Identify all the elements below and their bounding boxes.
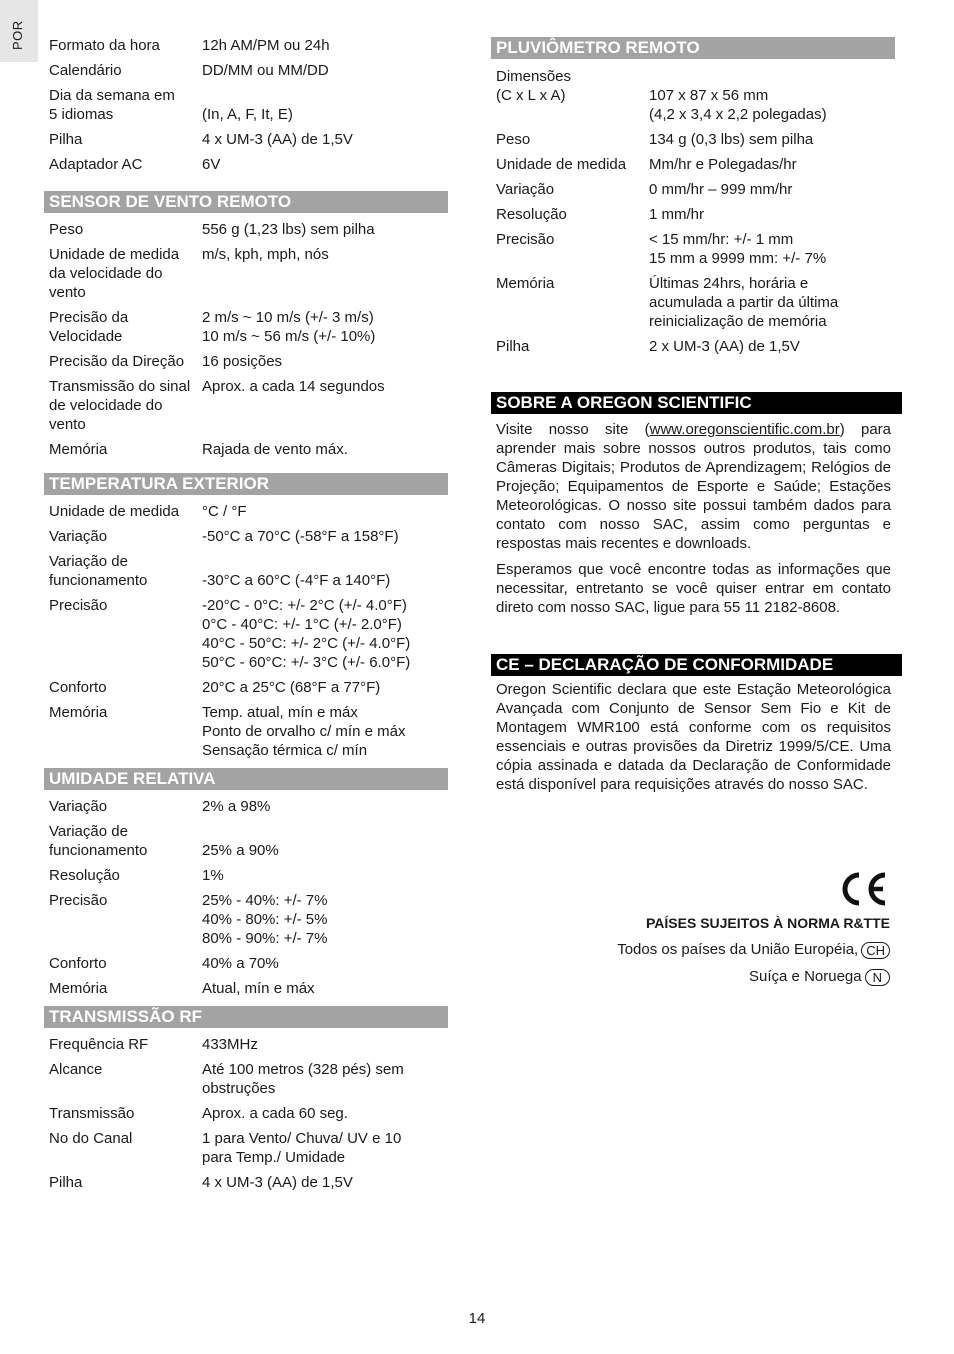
spec-value: 40% a 70% (202, 955, 279, 972)
spec-value: 25% - 40%: +/- 7% 40% - 80%: +/- 5% 80% - 90%: +/- 7% (202, 892, 328, 947)
spec-value: DD/MM ou MM/DD (202, 62, 329, 79)
wind-sensor-specs (44, 220, 448, 459)
spec-label: Conforto (49, 679, 107, 696)
spec-row (44, 703, 448, 760)
spec-row (44, 61, 448, 80)
spec-label: Memória (49, 704, 108, 721)
spec-row (44, 1060, 448, 1098)
about-text-end: ) para aprender mais sobre nossos outros produtos, tais como Câmeras Digitais; Produtos de Aprendizagem; Relógios de Projeção; Equipamentos de Esporte e Saúde; Estações Meteorológicas. O nosso site possui também dados para contato com nosso SAC, assim como perguntas e respostas mais recentes e downloads. (496, 421, 892, 552)
spec-row (491, 180, 902, 199)
spec-value: Aprox. a cada 14 segundos (202, 378, 385, 395)
spec-value: Até 100 metros (328 pés) sem obstruções (202, 1061, 404, 1097)
spec-row (44, 891, 448, 948)
spec-label: Precisão (49, 597, 108, 614)
spec-label: Memória (49, 441, 108, 458)
spec-row (491, 274, 902, 331)
spec-label: Variação (49, 528, 108, 545)
spec-value: °C / °F (202, 503, 247, 520)
spec-label: Calendário (49, 62, 122, 79)
spec-row (44, 155, 448, 174)
spec-row (44, 352, 448, 371)
spec-label: Pilha (49, 1174, 83, 1191)
spec-value: 4 x UM-3 (AA) de 1,5V (202, 131, 353, 148)
outdoor-temperature-specs (44, 502, 448, 760)
spec-row (44, 596, 448, 672)
spec-value: 134 g (0,3 lbs) sem pilha (649, 131, 814, 148)
spec-row (44, 377, 448, 434)
spec-row (44, 866, 448, 885)
spec-label: Peso (49, 221, 84, 238)
language-tab (0, 0, 38, 62)
spec-label: Adaptador AC (49, 156, 143, 173)
spec-label: Alcance (49, 1061, 103, 1078)
spec-value: 16 posições (202, 353, 283, 370)
ch-country-badge: CH (861, 942, 890, 959)
spec-label: Conforto (49, 955, 107, 972)
wind-sensor-heading: SENSOR DE VENTO REMOTO (44, 191, 448, 213)
spec-value: 2 x UM-3 (AA) de 1,5V (649, 338, 800, 355)
rain-gauge-specs (491, 67, 902, 356)
spec-value: (In, A, F, It, E) (202, 106, 293, 123)
about-text-start: Visite nosso site ( (496, 421, 650, 438)
spec-label: Pilha (496, 338, 530, 355)
ce-mark-icon (838, 870, 890, 908)
spec-value: 0 mm/hr – 999 mm/hr (649, 181, 793, 198)
spec-value: < 15 mm/hr: +/- 1 mm 15 mm a 9999 mm: +/- 7% (649, 231, 827, 267)
spec-label: Formato da hora (49, 37, 160, 54)
spec-value: Últimas 24hrs, horária e acumulada a partir da última reinicialização de memória (649, 275, 839, 330)
ce-declaration-heading: CE – DECLARAÇÃO DE CONFORMIDADE (491, 654, 902, 676)
spec-value: 20°C a 25°C (68°F a 77°F) (202, 679, 381, 696)
spec-label: Variação (49, 798, 108, 815)
rtte-norway-text: Suíça e Noruega (749, 968, 862, 985)
spec-row (491, 205, 902, 224)
spec-value: -50°C a 70°C (-58°F a 158°F) (202, 528, 399, 545)
rf-transmission-heading: TRANSMISSÃO RF (44, 1006, 448, 1028)
spec-row (44, 1035, 448, 1054)
spec-row (44, 36, 448, 55)
spec-label: Memória (49, 980, 108, 997)
spec-label: Transmissão (49, 1105, 135, 1122)
n-country-badge: N (865, 969, 890, 986)
spec-label: Unidade de medida (49, 503, 180, 520)
spec-row (491, 155, 902, 174)
spec-value: 433MHz (202, 1036, 258, 1053)
rtte-eu-text: Todos os países da União Européia, (617, 941, 859, 958)
spec-row (44, 552, 448, 590)
spec-row (44, 1104, 448, 1123)
spec-value: 25% a 90% (202, 842, 279, 859)
spec-row (44, 86, 448, 124)
spec-value: 6V (202, 156, 221, 173)
spec-row (44, 440, 448, 459)
spec-value: Atual, mín e máx (202, 980, 315, 997)
rtte-eu-line (617, 940, 890, 959)
relative-humidity-specs (44, 797, 448, 998)
spec-label: Precisão (496, 231, 555, 248)
spec-row (44, 678, 448, 697)
spec-label: Resolução (49, 867, 120, 884)
contact-paragraph: Esperamos que você encontre todas as informações que necessitar, entretanto se você quiser entrar em contato direto com nosso SAC, ligue para 55 11 2182-8608. (496, 561, 891, 616)
spec-label: Transmissão do sinal de velocidade do vento (49, 378, 191, 433)
rtte-norway-line (749, 967, 890, 986)
relative-humidity-heading: UMIDADE RELATIVA (44, 768, 448, 790)
spec-row (491, 67, 902, 124)
spec-row (44, 1173, 448, 1192)
about-oregon-heading: SOBRE A OREGON SCIENTIFIC (491, 392, 902, 414)
spec-row (44, 954, 448, 973)
spec-label: Variação de funcionamento (49, 823, 148, 859)
spec-value: Rajada de vento máx. (202, 441, 348, 458)
spec-row (491, 230, 902, 268)
spec-row (44, 245, 448, 302)
spec-label: Precisão (49, 892, 108, 909)
spec-label: Pilha (49, 131, 83, 148)
spec-row (44, 220, 448, 239)
spec-row (44, 130, 448, 149)
spec-value: -30°C a 60°C (-4°F a 140°F) (202, 572, 391, 589)
spec-row (44, 797, 448, 816)
spec-value: 1 mm/hr (649, 206, 705, 223)
general-specs (44, 36, 448, 174)
spec-row (491, 337, 902, 356)
spec-row (44, 308, 448, 346)
spec-value: Mm/hr e Polegadas/hr (649, 156, 797, 173)
spec-value: 1 para Vento/ Chuva/ UV e 10 para Temp./ Umidade (202, 1130, 402, 1166)
spec-value: 2% a 98% (202, 798, 271, 815)
spec-value: 107 x 87 x 56 mm (4,2 x 3,4 x 2,2 polegadas) (649, 87, 827, 123)
spec-value: m/s, kph, mph, nós (202, 246, 329, 263)
spec-label: Resolução (496, 206, 567, 223)
spec-value: 1% (202, 867, 224, 884)
spec-label: Frequência RF (49, 1036, 149, 1053)
page-number: 14 (468, 1310, 486, 1327)
about-paragraph (491, 420, 902, 553)
spec-row (44, 502, 448, 521)
spec-label: Variação de funcionamento (49, 553, 148, 589)
spec-value: 2 m/s ~ 10 m/s (+/- 3 m/s) 10 m/s ~ 56 m/s (+/- 10%) (202, 309, 376, 345)
rain-gauge-heading: PLUVIÔMETRO REMOTO (491, 37, 895, 59)
spec-row (44, 822, 448, 860)
spec-value: Aprox. a cada 60 seg. (202, 1105, 348, 1122)
spec-label: Dimensões (C x L x A) (496, 68, 572, 104)
website-link[interactable]: www.oregonscientific.com.br (649, 421, 840, 438)
language-tab-label: POR (10, 20, 25, 50)
spec-value: 556 g (1,23 lbs) sem pilha (202, 221, 375, 238)
spec-row (44, 527, 448, 546)
spec-row (44, 979, 448, 998)
spec-value: 12h AM/PM ou 24h (202, 37, 330, 54)
spec-row (44, 1129, 448, 1167)
outdoor-temperature-heading: TEMPERATURA EXTERIOR (44, 473, 448, 495)
spec-row (491, 130, 902, 149)
spec-label: Unidade de medida (496, 156, 627, 173)
rf-transmission-specs (44, 1035, 448, 1192)
right-column (491, 37, 902, 794)
spec-label: Memória (496, 275, 555, 292)
spec-label: Unidade de medida da velocidade do vento (49, 246, 180, 301)
spec-label: No do Canal (49, 1130, 133, 1147)
spec-label: Variação (496, 181, 555, 198)
spec-label: Peso (496, 131, 531, 148)
spec-label: Precisão da Velocidade (49, 309, 129, 345)
spec-value: Temp. atual, mín e máx Ponto de orvalho c/ mín e máx Sensação térmica c/ mín (202, 704, 406, 759)
ce-declaration-paragraph: Oregon Scientific declara que este Estação Meteorológica Avançada com Conjunto de Sensor Sem Fio e Kit de Montagem WMR100 está conforme com os requisitos essenciais e outras provisões da Diretriz 1999/5/CE. Uma cópia assinada e datada da Declaração de Conformidade está disponível para requisições através do nosso SAC. (496, 681, 891, 793)
left-column (44, 36, 448, 1198)
spec-value: 4 x UM-3 (AA) de 1,5V (202, 1174, 353, 1191)
spec-label: Dia da semana em 5 idiomas (49, 87, 175, 123)
spec-value: -20°C - 0°C: +/- 2°C (+/- 4.0°F) 0°C - 40°C: +/- 1°C (+/- 2.0°F) 40°C - 50°C: +/- 2°C (+/- 4.0°F) 50°C - 60°C: +/- 3°C (+/- 6.0°F) (202, 597, 411, 671)
spec-label: Precisão da Direção (49, 353, 185, 370)
rtte-heading: PAÍSES SUJEITOS À NORMA R&TTE (646, 915, 890, 931)
